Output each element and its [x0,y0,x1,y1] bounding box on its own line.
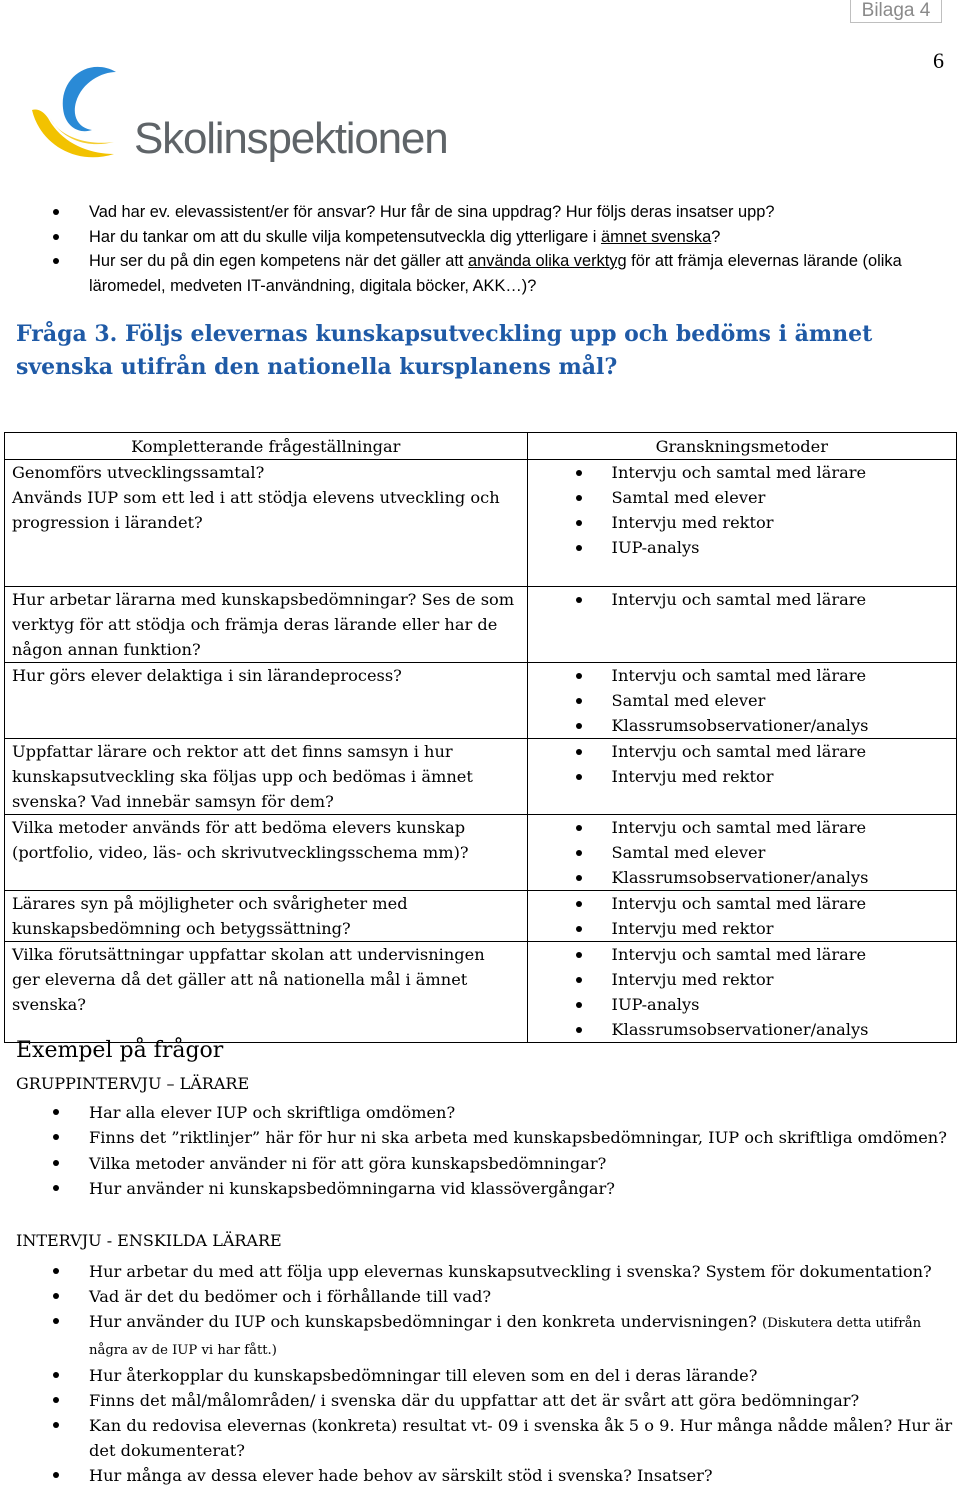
method-item: Intervju med rektor [528,916,956,941]
method-item: IUP-analys [528,535,956,560]
list-item: Vad är det du bedömer och i förhållande till vad? [0,1284,955,1309]
methods-cell [527,460,956,587]
table-row [5,942,957,1043]
methods-cell [527,739,956,815]
method-item: Intervju och samtal med lärare [528,663,956,688]
question-table [4,432,957,1043]
appendix-badge: Bilaga 4 [850,0,942,23]
question-heading: Fråga 3. Följs elevernas kunskapsutveckling upp och bedöms i ämnet svenska utifrån den nationella kursplanens mål? [16,321,873,380]
list-item: Hur ser du på din egen kompetens när det gäller att använda olika verktyg för att främja elevernas lärande (olika läromedel, medveten IT-användning, digitala böcker, AKK…)? [0,249,940,298]
table-row [5,587,957,663]
list-item: Hur använder du IUP och kunskapsbedömningar i den konkreta undervisningen? (Diskutera detta utifrån några av de IUP vi har fått.) [0,1309,955,1363]
question-cell: Vilka förutsättningar uppfattar skolan att undervisningen ger eleverna då det gäller att nå nationella mål i ämnet svenska? [5,942,528,1043]
list-item: Hur många av dessa elever hade behov av särskilt stöd i svenska? Insatser? [0,1463,955,1488]
list-item: Kan du redovisa elevernas (konkreta) resultat vt- 09 i svenska åk 5 o 9. Hur många nådde målen? Hur är det dokumenterat? [0,1413,955,1463]
column-header-questions: Kompletterande frågeställningar [5,433,528,460]
method-item: Intervju och samtal med lärare [528,739,956,764]
method-item: Intervju och samtal med lärare [528,942,956,967]
question-cell: Lärares syn på möjligheter och svårigheter med kunskapsbedömning och betygssättning? [5,891,528,942]
method-item: Intervju med rektor [528,764,956,789]
list-item: Har alla elever IUP och skriftliga omdömen? [0,1100,955,1125]
list-item: Hur arbetar du med att följa upp elevernas kunskapsutveckling i svenska? System för dokumentation? [0,1259,955,1284]
list-item: Finns det mål/målområden/ i svenska där du uppfattar att det är svårt att göra bedömningar? [0,1388,955,1413]
logo-wordmark: Skolinspektionen [134,114,448,163]
table-header-row [5,433,957,460]
logo-swoosh-icon [28,62,148,172]
method-item: Intervju och samtal med lärare [528,460,956,485]
column-header-methods: Granskningsmetoder [527,433,956,460]
method-item: Klassrumsobservationer/analys [528,1017,956,1042]
method-item: Samtal med elever [528,485,956,510]
method-item: Intervju med rektor [528,967,956,992]
list-item: Vad har ev. elevassistent/er för ansvar? Hur får de sina uppdrag? Hur följs deras insatser upp? [0,200,940,225]
list-item: Hur använder ni kunskapsbedömningarna vid klassövergångar? [0,1176,955,1201]
methods-cell [527,891,956,942]
intro-question-list [0,200,940,298]
method-item: Klassrumsobservationer/analys [528,713,956,738]
question-cell: Uppfattar lärare och rektor att det finns samsyn i hur kunskapsutveckling ska följas upp och bedömas i ämnet svenska? Vad innebär samsyn för dem? [5,739,528,815]
table-row [5,739,957,815]
individual-interview-title: INTERVJU - ENSKILDA LÄRARE [16,1231,282,1250]
method-item: Samtal med elever [528,840,956,865]
group-interview-list [0,1100,955,1201]
method-item: Intervju och samtal med lärare [528,587,956,612]
question-cell: Vilka metoder används för att bedöma elevers kunskap (portfolio, video, läs- och skrivutvecklingsschema mm)? [5,815,528,891]
method-item: Intervju med rektor [528,510,956,535]
question-cell: Hur görs elever delaktiga i sin lärandeprocess? [5,663,528,739]
table-row [5,815,957,891]
method-item: Intervju och samtal med lärare [528,815,956,840]
table-row [5,663,957,739]
method-item: Samtal med elever [528,688,956,713]
examples-heading: Exempel på frågor [16,1038,224,1063]
method-item: IUP-analys [528,992,956,1017]
methods-cell [527,815,956,891]
list-item: Hur återkopplar du kunskapsbedömningar till eleven som en del i deras lärande? [0,1363,955,1388]
skolinspektionen-logo [28,62,448,172]
methods-cell [527,663,956,739]
list-item: Har du tankar om att du skulle vilja kompetensutveckla dig ytterligare i ämnet svenska? [0,225,940,250]
page-number: 6 [933,48,944,73]
method-item: Intervju och samtal med lärare [528,891,956,916]
table-row [5,460,957,587]
question-cell: Genomförs utvecklingssamtal? Används IUP som ett led i att stödja elevens utveckling och progression i lärandet? [5,460,528,587]
methods-cell [527,942,956,1043]
group-interview-title: GRUPPINTERVJU – LÄRARE [16,1074,250,1093]
question-cell: Hur arbetar lärarna med kunskapsbedömningar? Ses de som verktyg för att stödja och främja deras lärande eller har de någon annan funktion? [5,587,528,663]
individual-interview-list [0,1259,955,1488]
method-item: Klassrumsobservationer/analys [528,865,956,890]
table-row [5,891,957,942]
methods-cell [527,587,956,663]
list-item: Vilka metoder använder ni för att göra kunskapsbedömningar? [0,1151,955,1176]
list-item: Finns det ”riktlinjer” här för hur ni ska arbeta med kunskapsbedömningar, IUP och skriftliga omdömen? [0,1125,955,1150]
